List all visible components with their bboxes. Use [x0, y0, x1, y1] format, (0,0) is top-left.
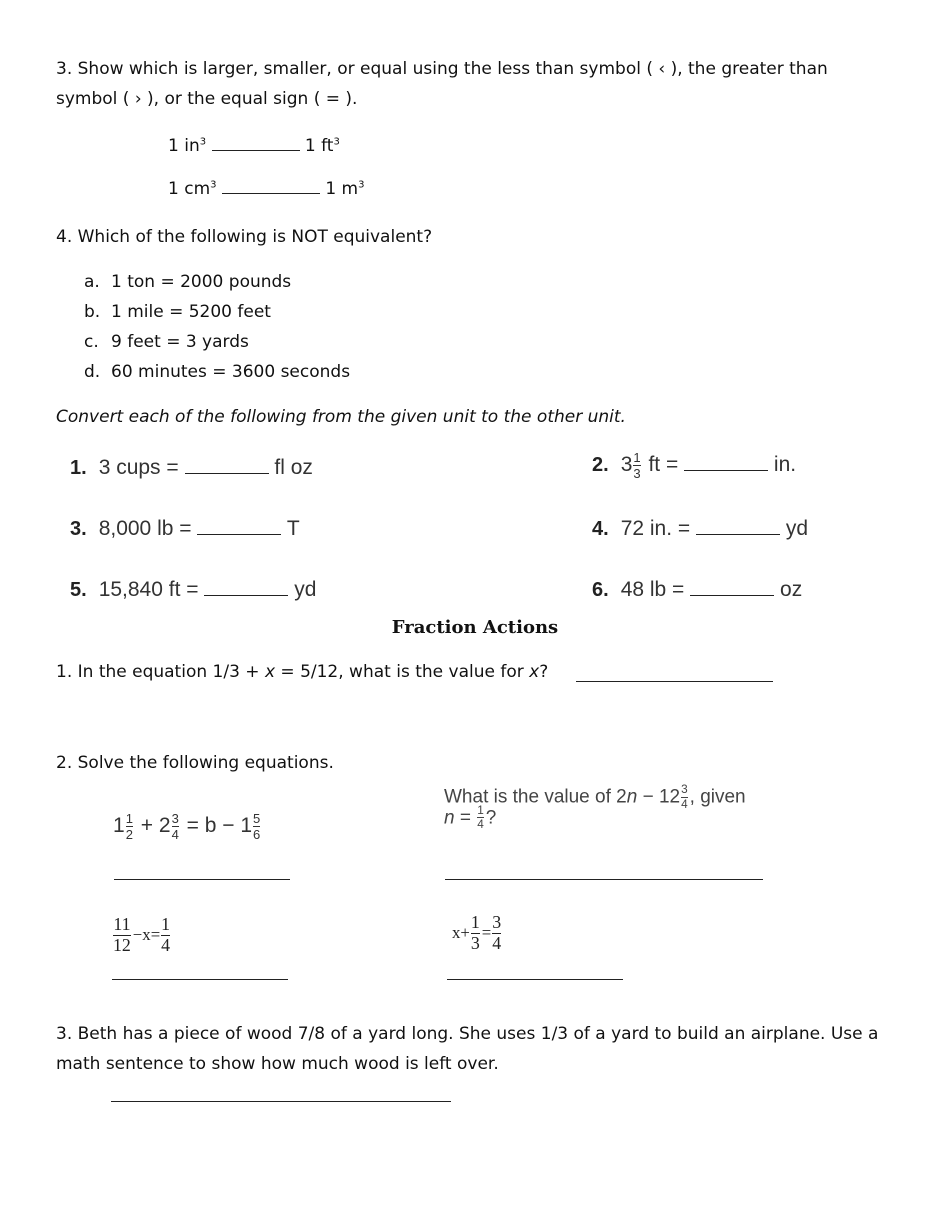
convert-item-2: 2. 3 $\frac{1}{3}$ ft = in. — [592, 450, 797, 482]
answer-blank[interactable] — [185, 473, 269, 474]
answer-blank[interactable] — [212, 150, 300, 151]
convert-instruction: Convert each of the following from the given unit to the other unit. — [56, 407, 626, 427]
q4-option-b[interactable]: b. 1 mile = 5200 feet — [84, 302, 271, 322]
answer-line[interactable] — [111, 1101, 451, 1102]
equation-4: x+ $\frac{1}{3}$ = $\frac{3}{4}$ — [452, 912, 502, 953]
fraction-q1: 1. In the equation 1/3 + x = 5/12, what is the value for x? — [56, 662, 549, 682]
equation-2: What is the value of 2n − 12 $\frac{3}{4}$ , given n = $\frac{1}{4}$ ? — [444, 783, 746, 832]
q4-option-a[interactable]: a. 1 ton = 2000 pounds — [84, 272, 292, 292]
convert-item-3: 3. 8,000 lb = T — [70, 517, 300, 540]
answer-line[interactable] — [114, 879, 290, 880]
answer-blank[interactable] — [684, 470, 768, 471]
answer-line[interactable] — [576, 681, 773, 682]
answer-blank[interactable] — [204, 595, 288, 596]
section-heading: Fraction Actions — [391, 617, 559, 638]
q4-option-d[interactable]: d. 60 minutes = 3600 seconds — [84, 362, 351, 382]
fraction-q3-line1: 3. Beth has a piece of wood 7/8 of a yard long. She uses 1/3 of a yard to build an airplane. Use a — [56, 1024, 879, 1044]
convert-item-5: 5. 15,840 ft = yd — [70, 578, 317, 601]
fraction-q2-label: 2. Solve the following equations. — [56, 753, 334, 773]
convert-item-1: 1. 3 cups = fl oz — [70, 456, 313, 479]
convert-item-6: 6. 48 lb = oz — [592, 578, 803, 601]
q3-row-2: 1 $cm^3$ 1 $m^3$ — [168, 179, 365, 199]
answer-blank[interactable] — [690, 595, 774, 596]
answer-line[interactable] — [445, 879, 763, 880]
q3-row-1: 1 $in^3$ 1 $ft^3$ — [168, 136, 340, 156]
q4-option-c[interactable]: c. 9 feet = 3 yards — [84, 332, 249, 352]
fraction-q3-line2: math sentence to show how much wood is left over. — [56, 1054, 499, 1074]
answer-line[interactable] — [112, 979, 288, 980]
equation-1: 1 $\frac{1}{2}$ + 2 $\frac{3}{4}$ = b − 1 $\frac{5}{6}$ — [113, 811, 261, 843]
convert-item-4: 4. 72 in. = yd — [592, 517, 809, 540]
answer-blank[interactable] — [197, 534, 281, 535]
q4-question: 4. Which of the following is NOT equivalent? — [56, 227, 433, 247]
answer-blank[interactable] — [222, 193, 320, 194]
answer-line[interactable] — [447, 979, 623, 980]
q3-text-line1: 3. Show which is larger, smaller, or equal using the less than symbol ( ‹ ), the greater than — [56, 59, 828, 79]
q3-text-line2: symbol ( › ), or the equal sign ( = ). — [56, 89, 358, 109]
equation-3: $\frac{11}{12}$ −x= $\frac{1}{4}$ — [113, 914, 171, 955]
answer-blank[interactable] — [696, 534, 780, 535]
